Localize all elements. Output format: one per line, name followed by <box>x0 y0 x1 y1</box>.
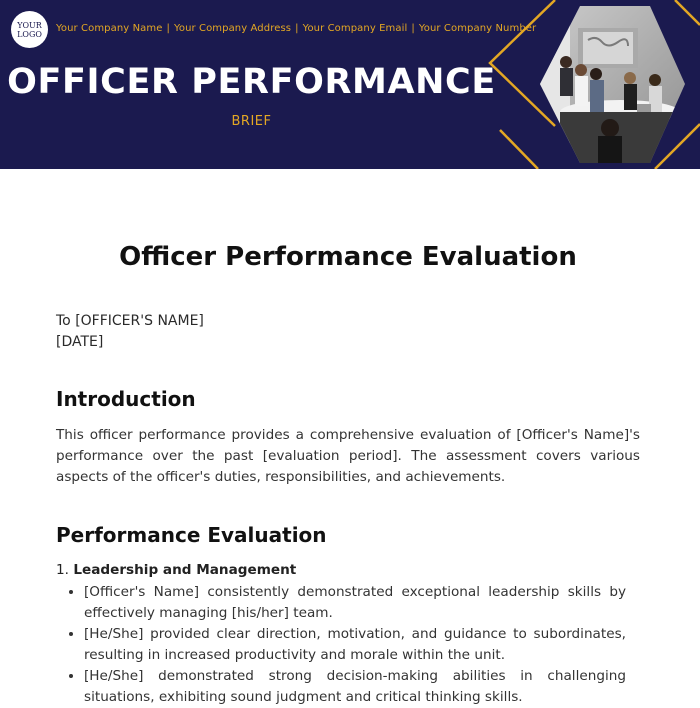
leadership-bullets <box>70 582 626 708</box>
recipient-block <box>56 311 204 353</box>
introduction-paragraph: This officer performance provides a comprehensive evaluation of [Officer's Name]'s performance over the past [evaluation period]. The assessment covers various aspects of the officer's duties, responsibilities, and achievements. <box>56 427 640 485</box>
meeting-photo <box>480 0 700 169</box>
company-number: Your Company Number <box>418 23 537 34</box>
recipient-line: To [OFFICER'S NAME] <box>56 313 204 329</box>
company-name: Your Company Name <box>56 23 163 34</box>
banner-title: OFFICER PERFORMANCE <box>7 62 496 102</box>
logo-line-2: LOGO <box>17 29 42 39</box>
gold-outline <box>675 0 700 25</box>
separator: | <box>166 23 170 34</box>
company-email: Your Company Email <box>302 23 408 34</box>
company-logo <box>11 11 48 48</box>
list-item: • [He/She] demonstrated strong decision-making abilities in challenging situations, exhibiting sound judgment and critical thinking skills. <box>84 666 626 708</box>
list-title: Leadership and Management <box>73 562 297 578</box>
list-item: • [Officer's Name] consistently demonstrated exceptional leadership skills by effectively managing [his/her] team. <box>84 582 626 624</box>
company-info <box>56 23 536 34</box>
separator: | <box>295 23 299 34</box>
list-number: 1. <box>56 562 69 578</box>
gold-outline <box>490 0 555 126</box>
list-item-heading <box>56 562 296 578</box>
header-banner <box>0 0 700 169</box>
logo-line-1: YOUR <box>17 20 42 30</box>
company-address: Your Company Address <box>173 23 292 34</box>
performance-heading: Performance Evaluation <box>56 523 327 547</box>
list-item: • [He/She] provided clear direction, motivation, and guidance to subordinates, resulting in increased productivity and morale within the unit. <box>84 624 626 666</box>
banner-subtitle: BRIEF <box>231 114 272 129</box>
date-line: [DATE] <box>56 334 104 350</box>
separator: | <box>411 23 415 34</box>
gold-outline <box>500 130 538 169</box>
document-title: Officer Performance Evaluation <box>119 242 577 272</box>
introduction-heading: Introduction <box>56 387 196 411</box>
